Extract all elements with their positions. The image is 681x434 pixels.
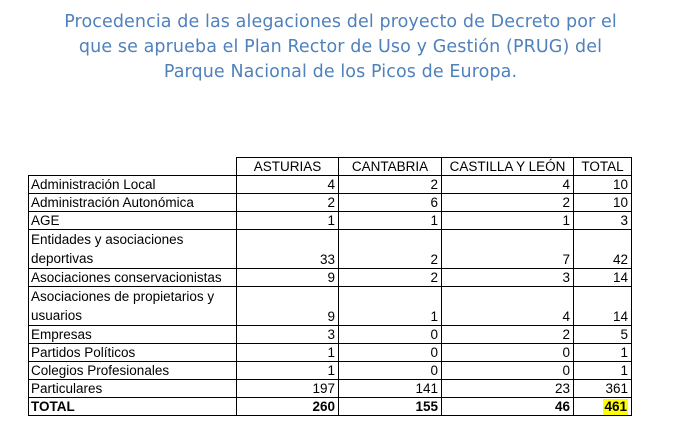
table-header-row xyxy=(29,158,632,176)
table-row xyxy=(29,362,632,380)
cell-asturias: 1 xyxy=(237,362,339,380)
row-label: AGE xyxy=(29,212,237,230)
total-cantabria: 155 xyxy=(339,398,442,416)
row-label: Particulares xyxy=(29,380,237,398)
grand-total-highlight: 461 xyxy=(604,399,627,414)
cell-asturias: 4 xyxy=(237,176,339,194)
cell-total: 14 xyxy=(574,287,632,326)
cell-castilla-y-leon: 4 xyxy=(442,287,574,326)
cell-castilla-y-leon: 23 xyxy=(442,380,574,398)
cell-cantabria: 2 xyxy=(339,176,442,194)
cell-castilla-y-leon: 3 xyxy=(442,269,574,287)
table-row xyxy=(29,344,632,362)
cell-cantabria: 0 xyxy=(339,344,442,362)
cell-asturias: 3 xyxy=(237,326,339,344)
table-row xyxy=(29,287,632,326)
row-label: Asociaciones conservacionistas xyxy=(29,269,237,287)
header-castilla-y-leon: CASTILLA Y LEÓN xyxy=(442,158,574,176)
cell-cantabria: 0 xyxy=(339,362,442,380)
document-title xyxy=(0,10,681,85)
cell-cantabria: 2 xyxy=(339,230,442,269)
header-total: TOTAL xyxy=(574,158,632,176)
cell-castilla-y-leon: 2 xyxy=(442,326,574,344)
total-asturias: 260 xyxy=(237,398,339,416)
table-total-row xyxy=(29,398,632,416)
cell-asturias: 9 xyxy=(237,287,339,326)
cell-asturias: 197 xyxy=(237,380,339,398)
title-line-2: que se aprueba el Plan Rector de Uso y Gestión (PRUG) del xyxy=(78,37,603,57)
cell-total: 3 xyxy=(574,212,632,230)
cell-asturias: 2 xyxy=(237,194,339,212)
row-label: Empresas xyxy=(29,326,237,344)
total-grand-cell xyxy=(574,398,632,416)
title-line-3: Parque Nacional de los Picos de Europa. xyxy=(163,62,518,82)
cell-cantabria: 0 xyxy=(339,326,442,344)
cell-cantabria: 2 xyxy=(339,269,442,287)
cell-castilla-y-leon: 4 xyxy=(442,176,574,194)
cell-asturias: 33 xyxy=(237,230,339,269)
row-label: Asociaciones de propietarios y usuarios xyxy=(29,287,237,326)
table-row xyxy=(29,230,632,269)
cell-castilla-y-leon: 2 xyxy=(442,194,574,212)
total-label: TOTAL xyxy=(29,398,237,416)
cell-total: 1 xyxy=(574,362,632,380)
header-blank-cell xyxy=(29,158,237,176)
row-label: Administración Autonómica xyxy=(29,194,237,212)
table-row xyxy=(29,194,632,212)
cell-cantabria: 6 xyxy=(339,194,442,212)
header-cantabria: CANTABRIA xyxy=(339,158,442,176)
table-row xyxy=(29,212,632,230)
row-label: Administración Local xyxy=(29,176,237,194)
table-row xyxy=(29,176,632,194)
cell-total: 42 xyxy=(574,230,632,269)
cell-cantabria: 1 xyxy=(339,212,442,230)
allegations-table xyxy=(28,157,632,416)
table-row xyxy=(29,326,632,344)
cell-asturias: 1 xyxy=(237,212,339,230)
header-asturias: ASTURIAS xyxy=(237,158,339,176)
cell-castilla-y-leon: 0 xyxy=(442,362,574,380)
cell-castilla-y-leon: 7 xyxy=(442,230,574,269)
row-label: Partidos Políticos xyxy=(29,344,237,362)
row-label: Entidades y asociaciones deportivas xyxy=(29,230,237,269)
cell-asturias: 9 xyxy=(237,269,339,287)
cell-asturias: 1 xyxy=(237,344,339,362)
table-row xyxy=(29,269,632,287)
cell-total: 361 xyxy=(574,380,632,398)
cell-total: 1 xyxy=(574,344,632,362)
cell-total: 5 xyxy=(574,326,632,344)
cell-cantabria: 1 xyxy=(339,287,442,326)
cell-castilla-y-leon: 0 xyxy=(442,344,574,362)
cell-cantabria: 141 xyxy=(339,380,442,398)
title-line-1: Procedencia de las alegaciones del proyecto de Decreto por el xyxy=(64,12,617,32)
cell-total: 10 xyxy=(574,176,632,194)
row-label: Colegios Profesionales xyxy=(29,362,237,380)
cell-total: 14 xyxy=(574,269,632,287)
cell-castilla-y-leon: 1 xyxy=(442,212,574,230)
total-castilla-y-leon: 46 xyxy=(442,398,574,416)
table-row xyxy=(29,380,632,398)
cell-total: 10 xyxy=(574,194,632,212)
